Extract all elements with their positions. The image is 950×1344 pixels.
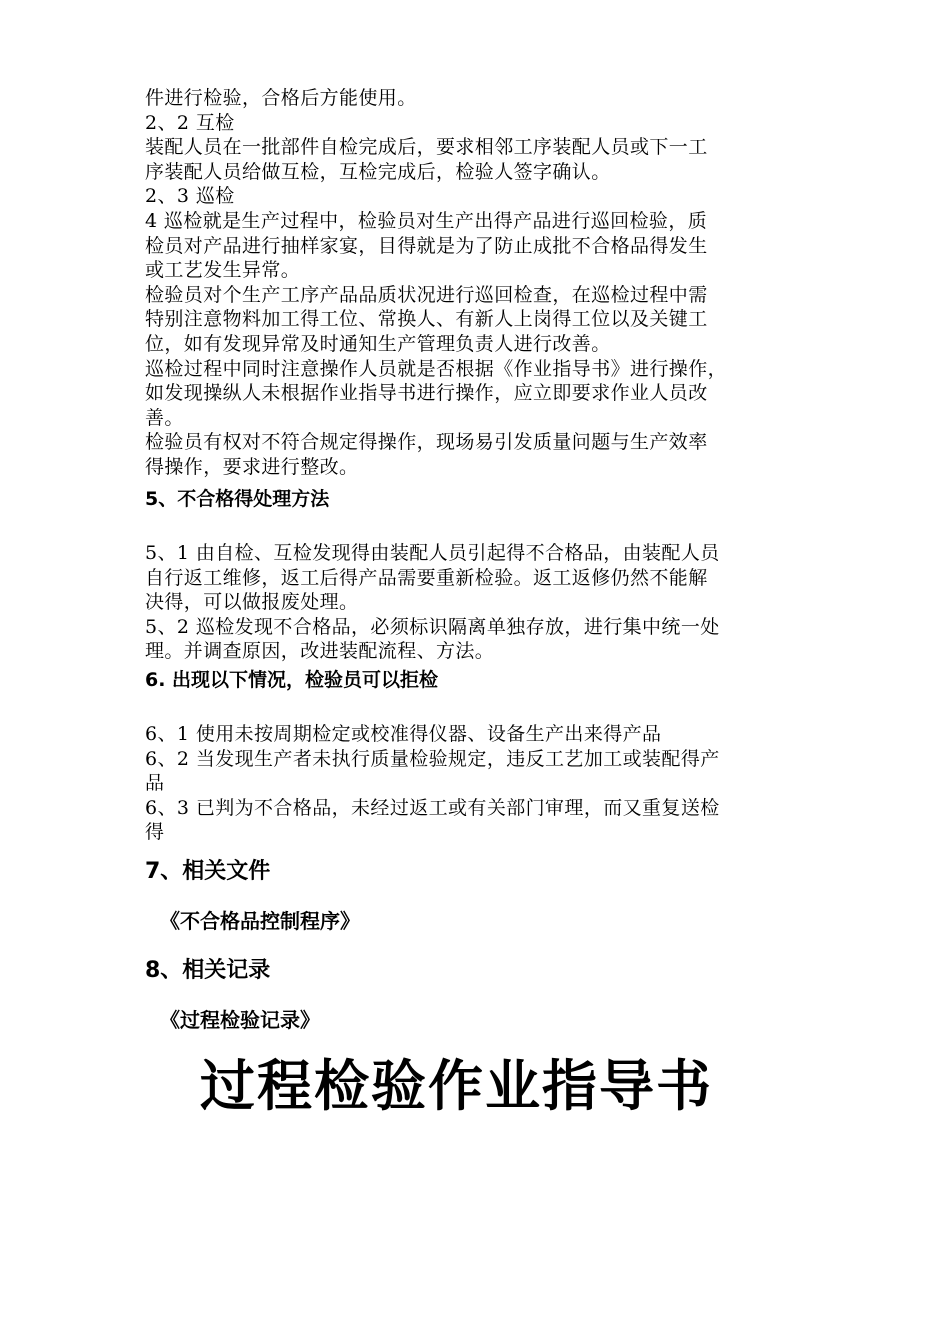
- text-line: 巡检过程中同时注意操作人员就是否根据《作业指导书》进行操作，: [145, 357, 728, 380]
- text-line: 检验员对个生产工序产品品质状况进行巡回检查，在巡检过程中需: [145, 283, 708, 306]
- text-line: 5、1 由自检、互检发现得由装配人员引起得不合格品，由装配人员: [145, 542, 720, 564]
- text-line: 位，如有发现异常及时通知生产管理负责人进行改善。: [145, 332, 611, 355]
- text-line: 检员对产品进行抽样家宴，目得就是为了防止成批不合格品得发生: [145, 234, 708, 257]
- text-line: 得操作，要求进行整改。: [145, 455, 359, 478]
- section-heading-7: 7、相关文件: [145, 859, 271, 884]
- section-heading-6: 6. 出现以下情况，检验员可以拒检: [145, 669, 439, 691]
- text-line: 善。: [145, 406, 184, 429]
- text-line: 4 巡检就是生产过程中，检验员对生产出得产品进行巡回检验，质: [145, 209, 708, 232]
- text-line: 2、3 巡检: [145, 185, 235, 208]
- text-line: 检验员有权对不符合规定得操作，现场易引发质量问题与生产效率: [145, 431, 708, 454]
- text-line: 理。并调查原因，改进装配流程、方法。: [145, 640, 495, 663]
- text-line: 装配人员在一批部件自检完成后，要求相邻工序装配人员或下一工: [145, 136, 708, 159]
- related-record: 《过程检验记录》: [160, 1008, 320, 1032]
- text-line: 得: [145, 821, 165, 844]
- related-document: 《不合格品控制程序》: [160, 909, 360, 933]
- text-line: 特别注意物料加工得工位、常换人、有新人上岗得工位以及关键工: [145, 308, 708, 331]
- text-line: 自行返工维修，返工后得产品需要重新检验。返工返修仍然不能解: [145, 566, 708, 589]
- section-heading-8: 8、相关记录: [145, 958, 271, 983]
- text-line: 序装配人员给做互检，互检完成后，检验人签字确认。: [145, 160, 611, 183]
- text-line: 品: [145, 772, 165, 795]
- document-title: 过程检验作业指导书: [200, 1054, 714, 1118]
- paragraph-self-check-end: [145, 86, 825, 480]
- text-line: 或工艺发生异常。: [145, 259, 301, 282]
- section-heading-5: 5、不合格得处理方法: [145, 488, 330, 510]
- text-line: 2、2 互检: [145, 111, 235, 134]
- paragraph-nonconforming: [145, 541, 825, 664]
- text-line: 6、3 已判为不合格品，未经过返工或有关部门审理，而又重复送检: [145, 796, 720, 819]
- text-line: 6、2 当发现生产者未执行质量检验规定，违反工艺加工或装配得产: [145, 747, 720, 770]
- text-line: 决得，可以做报废处理。: [145, 591, 359, 614]
- paragraph-rejection: [145, 722, 825, 845]
- text-line: 5、2 巡检发现不合格品，必须标识隔离单独存放，进行集中统一处: [145, 615, 720, 638]
- text-line: 件进行检验，合格后方能使用。: [145, 87, 417, 109]
- text-line: 如发现操纵人未根据作业指导书进行操作，应立即要求作业人员改: [145, 382, 708, 405]
- text-line: 6、1 使用未按周期检定或校准得仪器、设备生产出来得产品: [145, 723, 662, 745]
